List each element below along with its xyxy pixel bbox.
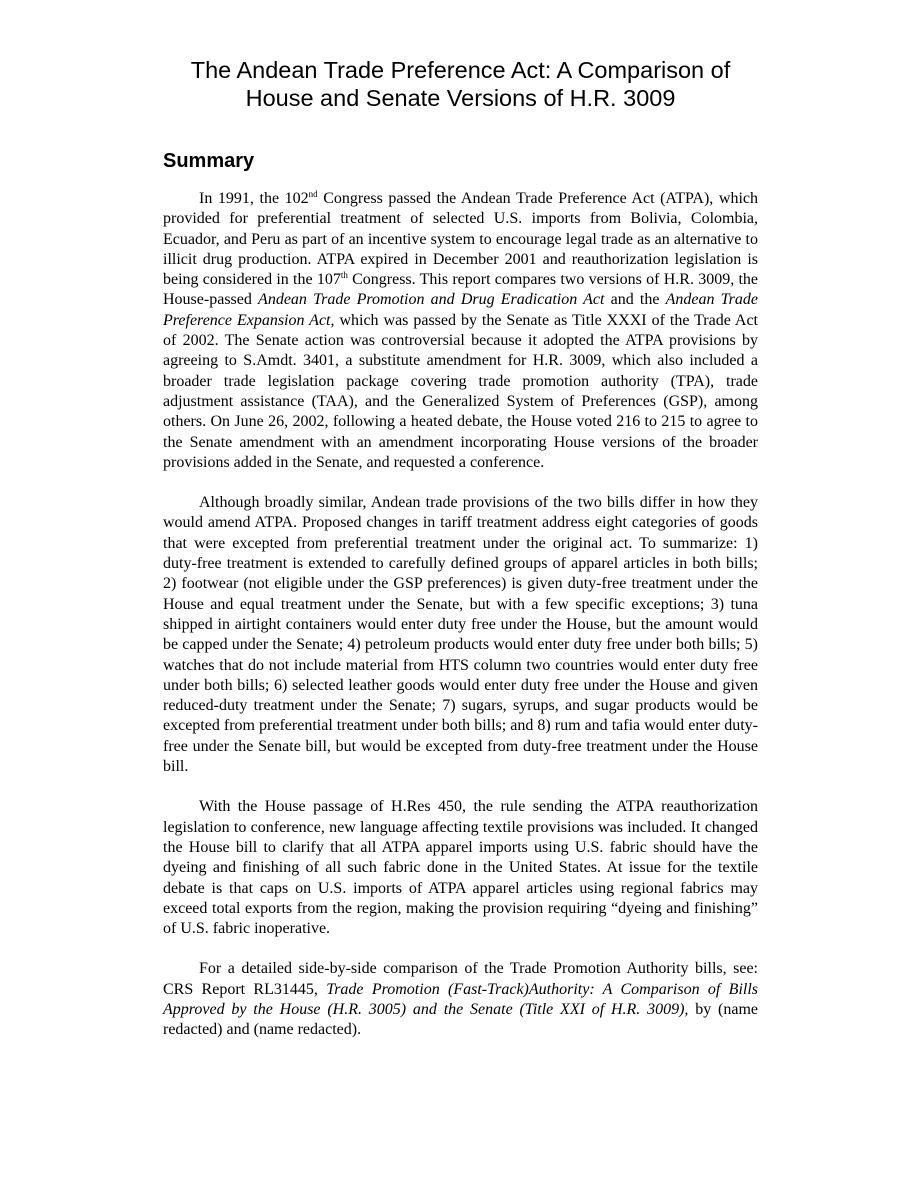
- crs-report-title: Trade Promotion (Fast-Track)Authority: A Comparison of Bills Approved by the House (H.R. 3005) and the Senate (Title XXI of H.R. 3009),: [163, 980, 759, 1018]
- bill-title-senate: Andean Trade Preference Expansion Act: [163, 291, 759, 329]
- summary-paragraph-2: Although broadly similar, Andean trade provisions of the two bills differ in how they would amend ATPA. Proposed changes in tariff treatment address eight categories of goods that were excepted from preferential treatment under the original act. To summarize: 1) duty-free treatment is extended to carefully defined groups of apparel articles in both bills; 2) footwear (not eligible under the GSP preferences) is given duty-free treatment under the House and equal treatment under the Senate, but with a few specific exceptions; 3) tuna shipped in airtight containers would enter duty free under the House, but the amount would be capped under the Senate; 4) petroleum products would enter duty free under both bills; 5) watches that do not include material from HTS column two countries would enter duty free under both bills; 6) selected leather goods would enter duty free under the House and given reduced-duty treatment under the Senate; 7) sugars, syrups, and sugar products would be excepted from preferential treatment under both bills; and 8) rum and tafia would enter duty-free under the Senate bill, but would be excepted from duty-free treatment under the House bill.: [163, 494, 758, 776]
- title-line-1: The Andean Trade Preference Act: A Comparison of: [190, 57, 731, 83]
- document-page: [163, 56, 758, 1041]
- summary-paragraph-4: For a detailed side-by-side comparison of the Trade Promotion Authority bills, see: CRS Report RL31445, Trade Promotion (Fast-Track)Authority: A Comparison of Bills Approved by the House (H.R. 3005) and the Senate (Title XXI of H.R. 3009), by (name redacted) and (name redacted).: [163, 960, 759, 1039]
- summary-paragraph-3: With the House passage of H.Res 450, the rule sending the ATPA reauthorization legislation to conference, new language affecting textile provisions was included. It changed the House bill to clarify that all ATPA apparel imports using U.S. fabric should have the dyeing and finishing of all such fabric done in the United States. At issue for the textile debate is that caps on U.S. imports of ATPA apparel articles using regional fabrics may exceed total exports from the region, making the provision requiring “dyeing and finishing” of U.S. fabric inoperative.: [163, 798, 758, 938]
- document-title: [163, 56, 758, 112]
- bill-title-house: Andean Trade Promotion and Drug Eradication Act: [258, 291, 605, 309]
- summary-paragraph-1: In 1991, the 102nd Congress passed the Andean Trade Preference Act (ATPA), which provided for preferential treatment of selected U.S. imports from Bolivia, Colombia, Ecuador, and Peru as part of an incentive system to encourage legal trade as an alternative to illicit drug production. ATPA expired in December 2001 and reauthorization legislation is being considered in the 107th Congress. This report compares two versions of H.R. 3009, the House-passed Andean Trade Promotion and Drug Eradication Act and the Andean Trade Preference Expansion Act, which was passed by the Senate as Title XXXI of the Trade Act of 2002. The Senate action was controversial because it adopted the ATPA provisions by agreeing to S.Amdt. 3401, a substitute amendment for H.R. 3009, which also included a broader trade legislation package covering trade promotion authority (TPA), trade adjustment assistance (TAA), and the Generalized System of Preferences (GSP), among others. On June 26, 2002, following a heated debate, the House voted 216 to 215 to agree to the Senate amendment with an amendment incorporating House versions of the broader provisions added in the Senate, and requested a conference.: [163, 189, 759, 471]
- title-line-2: House and Senate Versions of H.R. 3009: [245, 85, 676, 111]
- section-heading-summary: Summary: [163, 150, 255, 172]
